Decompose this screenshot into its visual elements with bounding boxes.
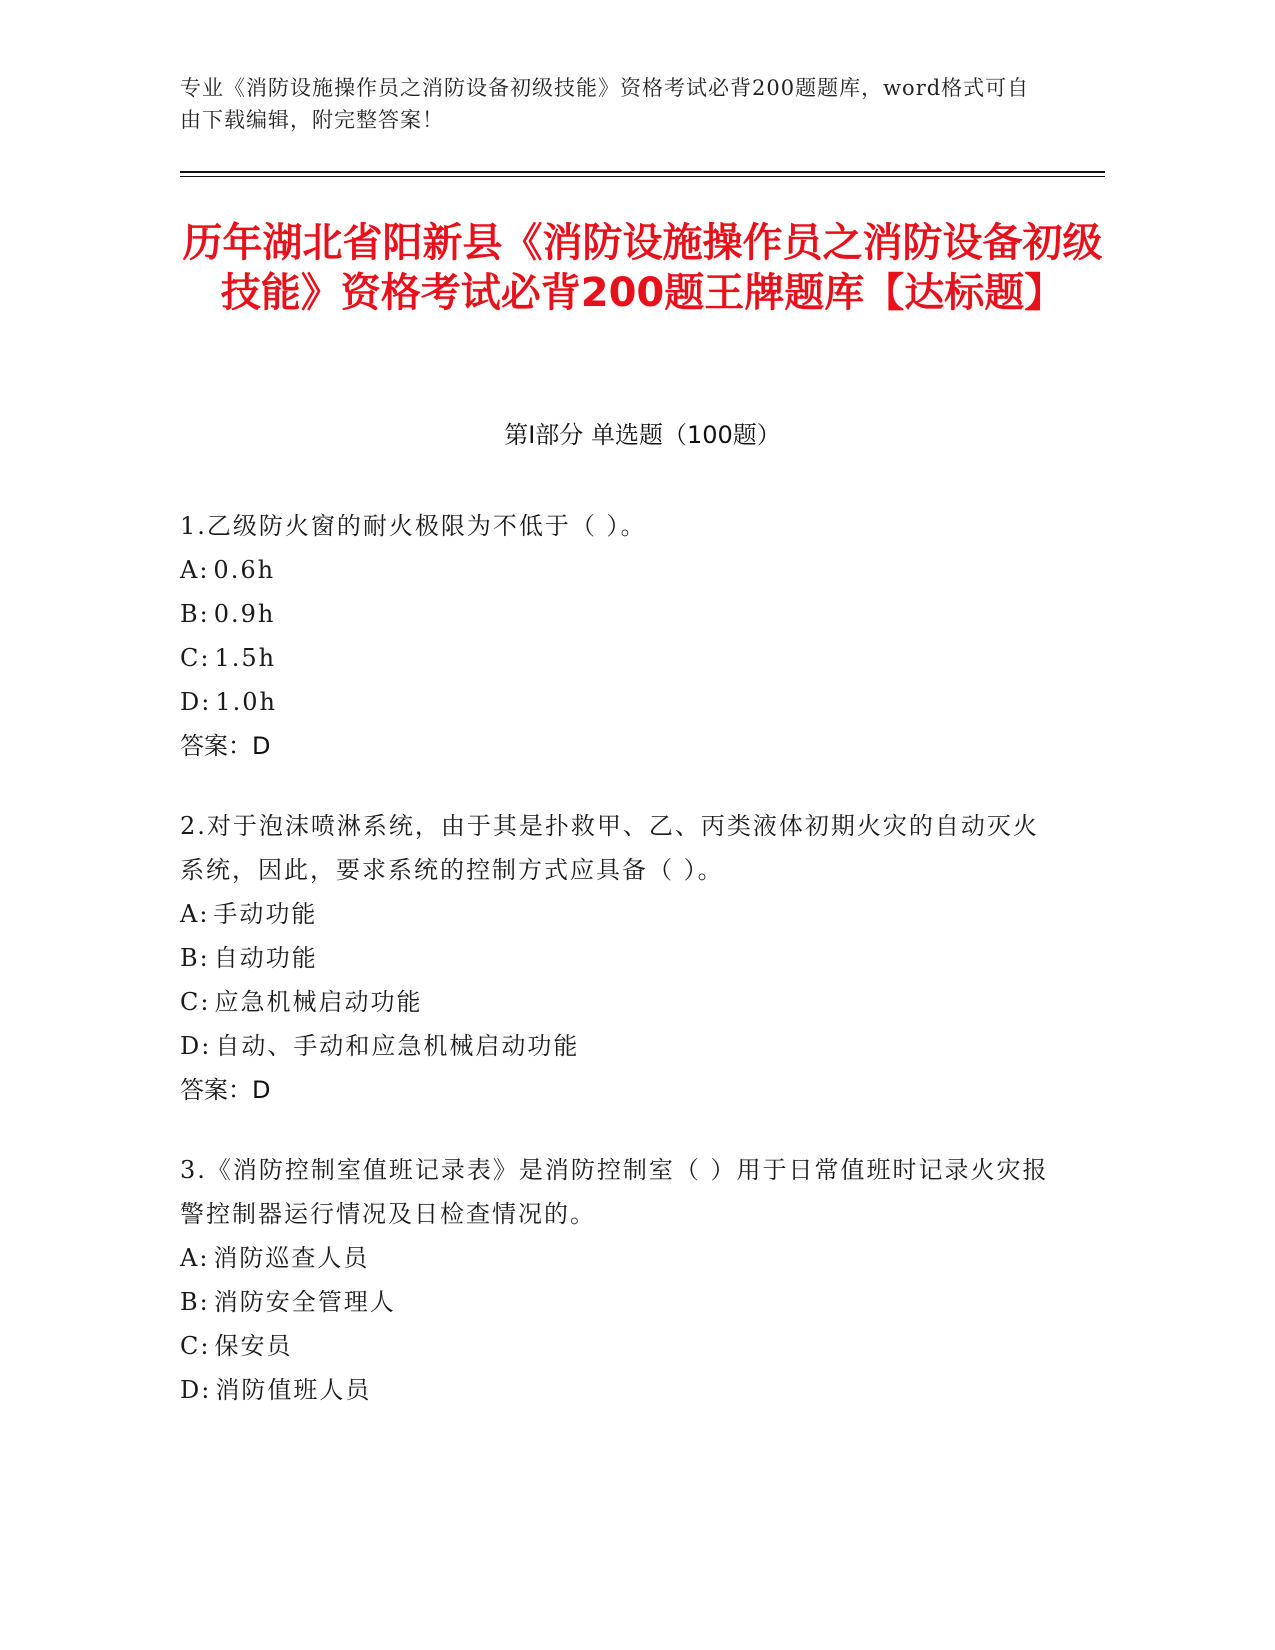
option-text: 1.5h: [214, 644, 277, 672]
option-c: [180, 980, 1050, 1024]
document-title: 历年湖北省阳新县《消防设施操作员之消防设备初级技能》资格考试必背200题王牌题库【达标题】: [182, 220, 1103, 316]
option-text: 应急机械启动功能: [214, 988, 423, 1016]
question-3: [180, 1148, 1050, 1412]
header-note: 专业《消防设施操作员之消防设备初级技能》资格考试必背200题题库，word格式可自由下载编辑，附完整答案！: [180, 76, 1030, 132]
option-text: 0.6h: [213, 556, 276, 584]
option-key: A:: [180, 1244, 210, 1272]
answer-line: 答案：D: [180, 732, 271, 760]
option-text: 0.9h: [213, 600, 276, 628]
question-list: [180, 504, 1050, 1448]
question-stem: 1.乙级防火窗的耐火极限为不低于（ ）。: [180, 512, 647, 540]
option-key: C:: [180, 644, 211, 672]
question-1: [180, 504, 1050, 768]
option-key: A:: [180, 900, 210, 928]
option-key: A:: [180, 556, 210, 584]
option-a: [180, 1236, 1050, 1280]
option-d: [180, 1024, 1050, 1068]
option-b: [180, 936, 1050, 980]
option-text: 1.0h: [215, 688, 277, 716]
option-c: [180, 1324, 1050, 1368]
option-c: [180, 636, 1050, 680]
option-text: 消防安全管理人: [213, 1288, 396, 1316]
option-key: D:: [180, 1032, 212, 1060]
header-divider-thin: [180, 176, 1105, 177]
question-stem: 2.对于泡沫喷淋系统，由于其是扑救甲、乙、丙类液体初期火灾的自动灭火系统，因此，要求系统的控制方式应具备（ ）。: [180, 812, 1039, 884]
option-text: 消防值班人员: [215, 1376, 372, 1404]
option-text: 手动功能: [213, 900, 318, 928]
option-a: [180, 892, 1050, 936]
question-stem: 3.《消防控制室值班记录表》是消防控制室（ ）用于日常值班时记录火灾报警控制器运行情况及日检查情况的。: [180, 1156, 1049, 1228]
option-text: 自动功能: [213, 944, 318, 972]
option-key: D:: [180, 688, 212, 716]
option-key: B:: [180, 1288, 210, 1316]
answer-line: 答案：D: [180, 1076, 271, 1104]
section-heading: 第Ⅰ部分 单选题（100题）: [504, 421, 781, 449]
option-b: [180, 1280, 1050, 1324]
question-2: [180, 804, 1050, 1112]
option-text: 保安员: [214, 1332, 293, 1360]
option-text: 自动、手动和应急机械启动功能: [215, 1032, 580, 1060]
option-key: C:: [180, 988, 211, 1016]
option-key: B:: [180, 600, 210, 628]
option-d: [180, 680, 1050, 724]
header-divider-thick: [180, 171, 1105, 173]
option-key: C:: [180, 1332, 211, 1360]
option-a: [180, 548, 1050, 592]
option-d: [180, 1368, 1050, 1412]
option-key: B:: [180, 944, 210, 972]
option-text: 消防巡查人员: [213, 1244, 370, 1272]
option-key: D:: [180, 1376, 212, 1404]
option-b: [180, 592, 1050, 636]
